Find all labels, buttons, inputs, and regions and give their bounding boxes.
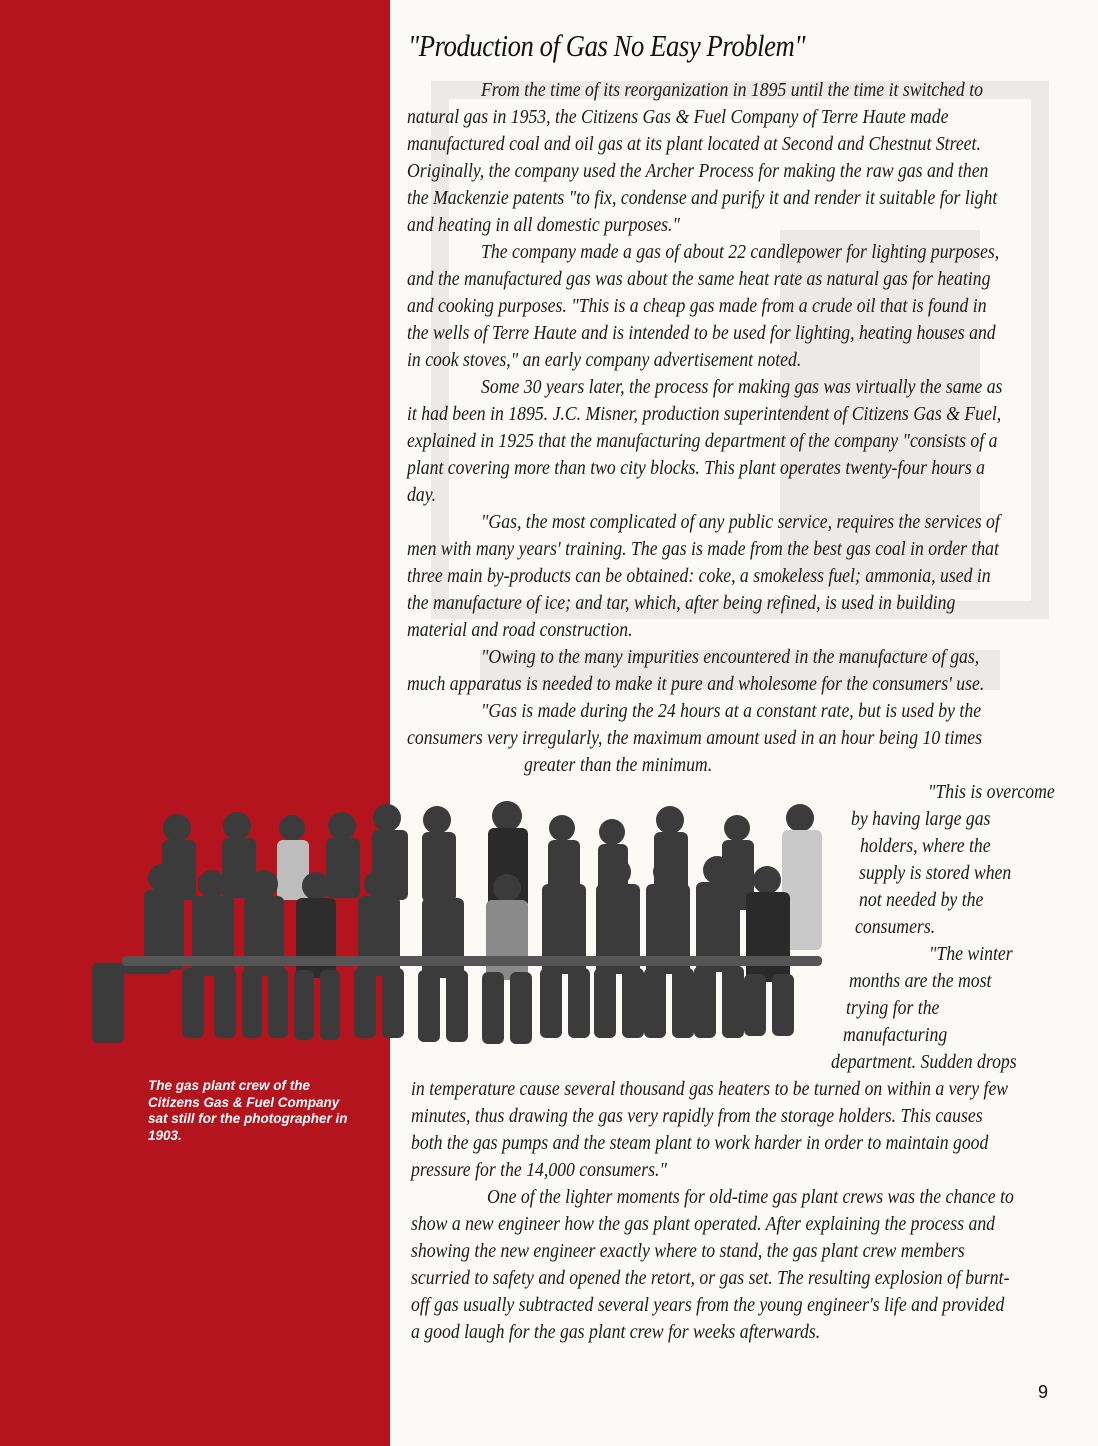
body-line: "Gas is made during the 24 hours at a constant rate, but is used by the [481, 700, 982, 722]
body-line: "Gas, the most complicated of any public service, requires the services of [481, 511, 1000, 533]
body-line: manufactured coal and oil gas at its plant located at Second and Chestnut Street. [407, 133, 981, 155]
body-line: showing the new engineer exactly where to stand, the gas plant crew members [411, 1240, 965, 1262]
body-line: greater than the minimum. [524, 754, 713, 776]
body-line: in cook stoves," an early company advertisement noted. [407, 349, 802, 371]
body-line: three main by-products can be obtained: coke, a smokeless fuel; ammonia, used in [407, 565, 991, 587]
body-line: One of the lighter moments for old-time gas plant crews was the chance to [487, 1186, 1014, 1208]
body-line: and the manufactured gas was about the same heat rate as natural gas for heating [407, 268, 991, 290]
front-row-figures [92, 856, 794, 1044]
body-line: holders, where the [860, 835, 991, 857]
article-title: "Production of Gas No Easy Problem" [408, 28, 806, 63]
body-line: and heating in all domestic purposes." [407, 214, 680, 236]
body-line: consumers. [855, 916, 936, 938]
body-line: off gas usually subtracted several years from the young engineer's life and provided [411, 1294, 1005, 1316]
body-line: and cooking purposes. "This is a cheap gas made from a crude oil that is found in [407, 295, 987, 317]
body-line: both the gas pumps and the steam plant to work harder in order to maintain good [411, 1132, 989, 1154]
body-line: the manufacture of ice; and tar, which, after being refined, is used in building [407, 592, 956, 614]
body-line: Some 30 years later, the process for making gas was virtually the same as [481, 376, 1003, 398]
body-line: men with many years' training. The gas is made from the best gas coal in order that [407, 538, 999, 560]
body-line: the wells of Terre Haute and is intended to be used for lighting, heating houses and [407, 322, 996, 344]
page-number: 9 [1038, 1382, 1049, 1402]
body-line: plant covering more than two city blocks. This plant operates twenty-four hours a [407, 457, 985, 479]
body-line: months are the most [849, 970, 992, 992]
body-line: material and road construction. [407, 619, 633, 641]
body-line: the Mackenzie patents "to fix, condense and purify it and render it suitable for light [407, 187, 998, 209]
body-line: pressure for the 14,000 consumers." [411, 1159, 667, 1181]
body-line: Originally, the company used the Archer Process for making the raw gas and then [407, 160, 989, 182]
body-line: minutes, thus drawing the gas very rapidly from the storage holders. This causes [411, 1105, 983, 1127]
body-line: From the time of its reorganization in 1895 until the time it switched to [481, 79, 983, 101]
body-line: a good laugh for the gas plant crew for weeks afterwards. [411, 1321, 821, 1343]
body-line: department. Sudden drops [831, 1051, 1017, 1073]
body-line: manufacturing [843, 1024, 948, 1046]
body-line: explained in 1925 that the manufacturing department of the company "consists of a [407, 430, 998, 452]
body-line: "This is overcome [928, 781, 1055, 803]
photo-caption: The gas plant crew of the Citizens Gas & Fuel Company sat still for the photographer in 1903. [148, 1078, 348, 1143]
body-line: The company made a gas of about 22 candlepower for lighting purposes, [481, 241, 1000, 263]
body-line: much apparatus is needed to make it pure and wholesome for the consumers' use. [407, 673, 985, 695]
body-line: by having large gas [851, 808, 991, 830]
red-margin-band [0, 0, 390, 1446]
body-line: "The winter [929, 943, 1013, 965]
body-line: scurried to safety and opened the retort, or gas set. The resulting explosion of burnt- [411, 1267, 1010, 1289]
body-line: consumers very irregularly, the maximum amount used in an hour being 10 times [407, 727, 983, 749]
crew-group-photo [82, 788, 850, 1064]
body-line: "Owing to the many impurities encountered in the manufacture of gas, [481, 646, 980, 668]
body-line: show a new engineer how the gas plant operated. After explaining the process and [411, 1213, 996, 1235]
body-line: natural gas in 1953, the Citizens Gas & Fuel Company of Terre Haute made [407, 106, 949, 128]
body-line: supply is stored when [859, 862, 1012, 884]
body-line: in temperature cause several thousand gas heaters to be turned on within a very few [411, 1078, 1009, 1100]
body-line: it had been in 1895. J.C. Misner, production superintendent of Citizens Gas & Fuel, [407, 403, 1002, 425]
body-line: trying for the [846, 997, 940, 1019]
body-line: not needed by the [859, 889, 984, 911]
body-line: day. [407, 484, 437, 506]
